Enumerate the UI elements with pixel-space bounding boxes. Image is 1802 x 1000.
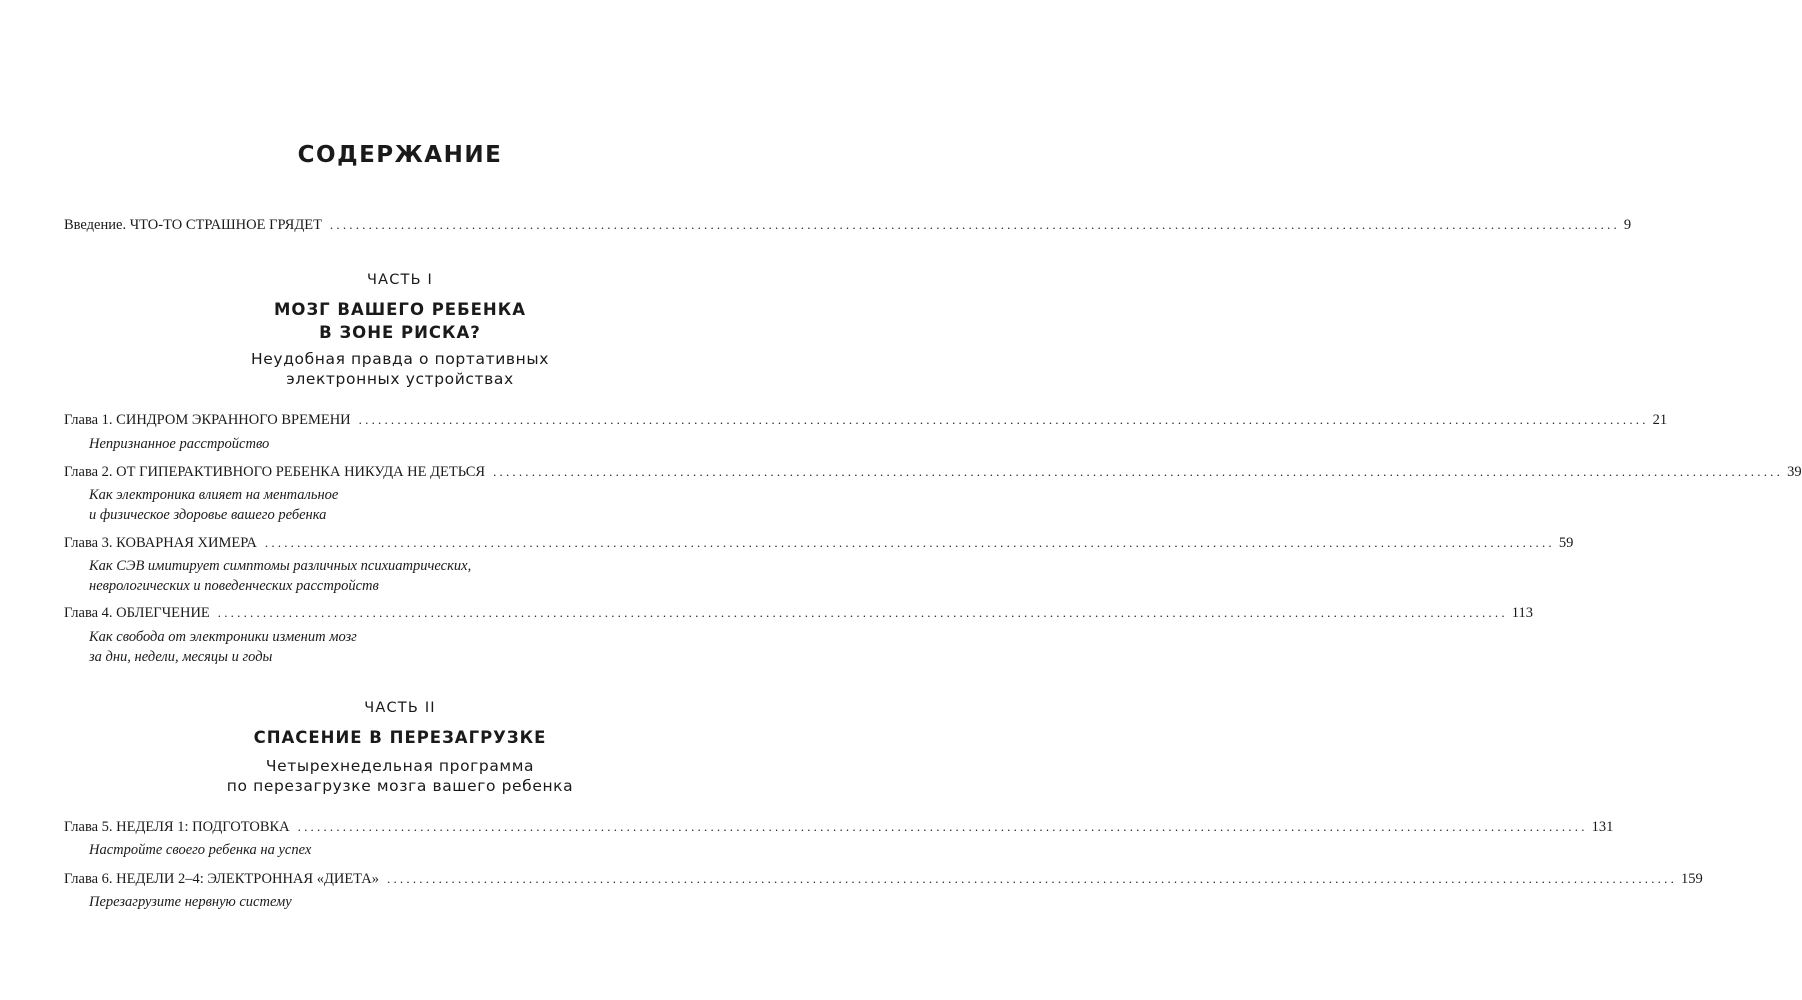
- entry-label: Глава 4. ОБЛЕГЧЕНИЕ: [64, 605, 210, 621]
- subtitle-line: Как СЭВ имитирует симптомы различных психиатрических,: [89, 558, 472, 574]
- chapter-6-subtitle: [89, 892, 292, 912]
- page-number: 159: [1681, 871, 1703, 887]
- toc-entry-chapter-4[interactable]: [64, 605, 1533, 622]
- part-subtitle-line: электронных устройствах: [286, 370, 514, 388]
- part-subtitle-line: Четырехнедельная программа: [265, 757, 535, 775]
- page-title: СОДЕРЖАНИЕ: [297, 142, 503, 168]
- part-1-label: ЧАСТЬ I: [366, 272, 434, 288]
- toc-entry-chapter-5[interactable]: [64, 819, 1614, 836]
- toc-entry-chapter-2[interactable]: [64, 464, 1802, 481]
- part-subtitle-line: Неудобная правда о портативных: [251, 350, 549, 368]
- part-2-subtitle: [0, 756, 800, 796]
- dot-leader: ........................................................................................................................................................................................................: [387, 871, 1678, 886]
- part-subtitle-line: по перезагрузке мозга вашего ребенка: [226, 777, 574, 795]
- page-number: 21: [1652, 412, 1668, 428]
- subtitle-line: Непризнанное расстройство: [89, 436, 270, 452]
- subtitle-line: Настройте своего ребенка на успех: [89, 842, 312, 858]
- part-2-label: ЧАСТЬ II: [364, 700, 436, 716]
- subtitle-line: Перезагрузите нервную систему: [89, 894, 292, 910]
- subtitle-line: Как свобода от электроники изменит мозг: [89, 629, 357, 645]
- dot-leader: ........................................................................................................................................................................................................: [358, 412, 1649, 427]
- toc-entry-chapter-1[interactable]: [64, 412, 1668, 429]
- part-2-title: [0, 726, 800, 749]
- page-number: 39: [1787, 464, 1802, 480]
- toc-entry-chapter-3[interactable]: [64, 535, 1574, 552]
- part-title-line: МОЗГ ВАШЕГО РЕБЕНКА: [274, 300, 526, 319]
- part-1-subtitle: [0, 349, 800, 389]
- part-title-line: В ЗОНЕ РИСКА?: [319, 323, 481, 342]
- entry-label: Глава 5. НЕДЕЛЯ 1: ПОДГОТОВКА: [64, 819, 290, 835]
- subtitle-line: неврологических и поведенческих расстройств: [89, 578, 379, 594]
- subtitle-line: и физическое здоровье вашего ребенка: [89, 507, 327, 523]
- page-number: 59: [1558, 535, 1574, 551]
- chapter-2-subtitle: [89, 485, 338, 525]
- subtitle-line: за дни, недели, месяцы и годы: [89, 649, 273, 665]
- dot-leader: ........................................................................................................................................................................................................: [329, 217, 1620, 232]
- chapter-1-subtitle: [89, 434, 269, 454]
- page-number: 113: [1511, 605, 1533, 621]
- page-number: 9: [1623, 217, 1632, 233]
- page-number: 131: [1591, 819, 1614, 835]
- dot-leader: ........................................................................................................................................................................................................: [217, 605, 1508, 620]
- entry-label: Глава 6. НЕДЕЛИ 2–4: ЭЛЕКТРОННАЯ «ДИЕТА»: [64, 871, 380, 887]
- entry-label: Глава 3. КОВАРНАЯ ХИМЕРА: [64, 535, 257, 551]
- toc-entry-chapter-6[interactable]: [64, 871, 1703, 888]
- toc-entry-intro[interactable]: [64, 217, 1632, 234]
- chapter-5-subtitle: [89, 840, 311, 860]
- dot-leader: ........................................................................................................................................................................................................: [264, 535, 1555, 550]
- dot-leader: ........................................................................................................................................................................................................: [297, 819, 1588, 834]
- entry-label: Глава 1. СИНДРОМ ЭКРАННОГО ВРЕМЕНИ: [64, 412, 351, 428]
- entry-label: Глава 2. ОТ ГИПЕРАКТИВНОГО РЕБЕНКА НИКУДА НЕ ДЕТЬСЯ: [64, 464, 486, 480]
- chapter-4-subtitle: [89, 627, 357, 667]
- entry-label: Введение. ЧТО-ТО СТРАШНОЕ ГРЯДЕТ: [64, 217, 322, 233]
- part-title-line: СПАСЕНИЕ В ПЕРЕЗАГРУЗКЕ: [253, 728, 547, 747]
- dot-leader: ........................................................................................................................................................................................................: [493, 464, 1784, 479]
- part-1-title: [0, 298, 800, 344]
- subtitle-line: Как электроника влияет на ментальное: [89, 487, 339, 503]
- chapter-3-subtitle: [89, 556, 471, 596]
